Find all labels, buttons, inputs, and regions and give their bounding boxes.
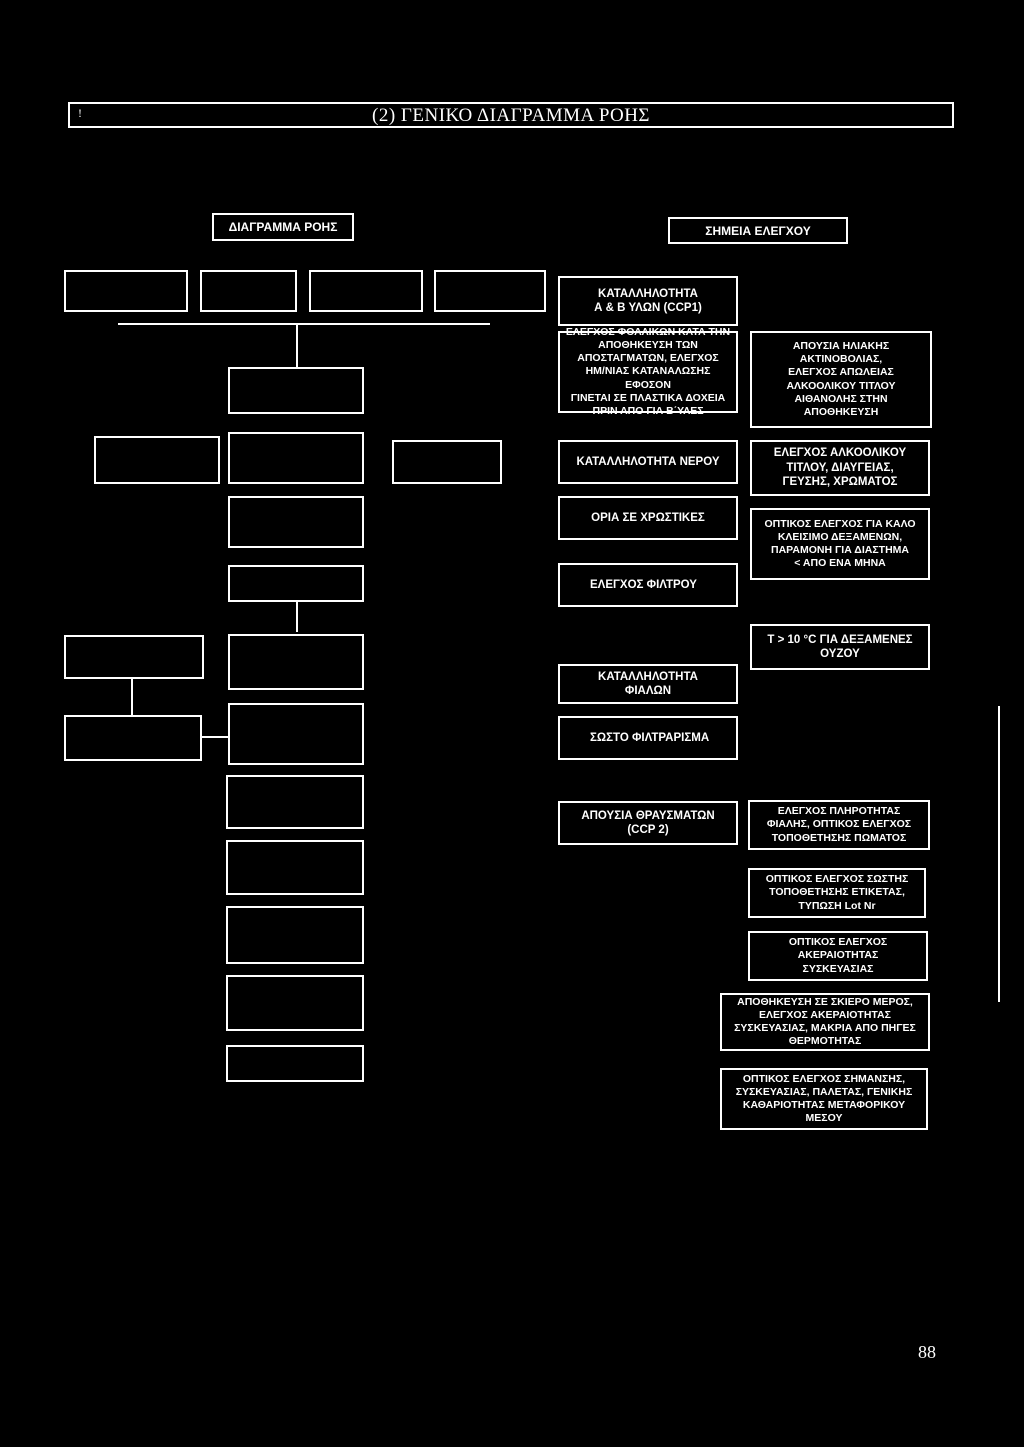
flow-box — [228, 496, 364, 548]
control-point-filtering: ΣΩΣΤΟ ΦΙΛΤΡΑΡΙΣΜΑ — [558, 716, 738, 760]
control-point-bottles: ΚΑΤΑΛΛΗΛΟΤΗΤΑ ΦΙΑΛΩΝ — [558, 664, 738, 704]
connector-line — [296, 602, 298, 632]
flow-box — [200, 270, 297, 312]
control-point-transport: ΟΠΤΙΚΟΣ ΕΛΕΓΧΟΣ ΣΗΜΑΝΣΗΣ, ΣΥΣΚΕΥΑΣΙΑΣ, ΠΑΛΕΤΑΣ, ΓΕΝΙΚΗΣ ΚΑΘΑΡΙΟΤΗΤΑΣ ΜΕΤΑΦΟΡΙΚΟΥ ΜΕΣΟΥ — [720, 1068, 928, 1130]
flow-box — [228, 565, 364, 602]
flow-box — [94, 436, 220, 484]
margin-line — [998, 706, 1000, 1002]
control-point-temperature: Τ > 10 °C ΓΙΑ ΔΕΞΑΜΕΝΕΣ ΟΥΖΟΥ — [750, 624, 930, 670]
control-point-alcohol-title: ΕΛΕΓΧΟΣ ΑΛΚΟΟΛΙΚΟΥ ΤΙΤΛΟΥ, ΔΙΑΥΓΕΙΑΣ, ΓΕΥΣΗΣ, ΧΡΩΜΑΤΟΣ — [750, 440, 930, 496]
control-point-bottle-filling: ΕΛΕΓΧΟΣ ΠΛΗΡΟΤΗΤΑΣ ΦΙΑΛΗΣ, ΟΠΤΙΚΟΣ ΕΛΕΓΧΟΣ ΤΟΠΟΘΕΤΗΣΗΣ ΠΩΜΑΤΟΣ — [748, 800, 930, 850]
page-title: (2) ΓΕΝΙΚΟ ΔΙΑΓΡΑΜΜΑ ΡΟΗΣ — [372, 105, 650, 126]
flow-box — [64, 715, 202, 761]
flow-box — [392, 440, 502, 484]
connector-line — [296, 323, 298, 367]
flow-box — [226, 1045, 364, 1082]
control-point-phthalates: ΕΛΕΓΧΟΣ ΦΘΑΛΙΚΩΝ ΚΑΤΑ ΤΗΝ ΑΠΟΘΗΚΕΥΣΗ ΤΩΝ ΑΠΟΣΤΑΓΜΑΤΩΝ, ΕΛΕΓΧΟΣ ΗΜ/ΝΙΑΣ ΚΑΤΑΝΑΛΩΣΗΣ ΕΦΟΣΟΝ ΓΙΝΕΤΑΙ ΣΕ ΠΛΑΣΤΙΚΑ ΔΟΧΕΙΑ ΠΡΙΝ ΑΠΟ ΓΙΑ Β΄ΥΛΕΣ — [558, 331, 738, 413]
flow-box — [228, 634, 364, 690]
control-points-header: ΣΗΜΕΙΑ ΕΛΕΓΧΟΥ — [668, 217, 848, 244]
title-bar — [68, 102, 954, 128]
flow-box — [228, 432, 364, 484]
flow-box — [64, 635, 204, 679]
control-point-filter: ΕΛΕΓΧΟΣ ΦΙΛΤΡΟΥ — [558, 563, 738, 607]
control-point-water: ΚΑΤΑΛΛΗΛΟΤΗΤΑ ΝΕΡΟΥ — [558, 440, 738, 484]
flow-box — [226, 840, 364, 895]
flow-box — [309, 270, 423, 312]
connector-line — [202, 736, 228, 738]
flow-box — [434, 270, 546, 312]
title-mark: ! — [78, 106, 82, 120]
flow-box — [226, 906, 364, 964]
control-point-ccp1: ΚΑΤΑΛΛΗΛΟΤΗΤΑ Α & Β ΥΛΩΝ (CCP1) — [558, 276, 738, 326]
control-point-packaging-integrity: ΟΠΤΙΚΟΣ ΕΛΕΓΧΟΣ ΑΚΕΡΑΙΟΤΗΤΑΣ ΣΥΣΚΕΥΑΣΙΑΣ — [748, 931, 928, 981]
flow-box — [226, 975, 364, 1031]
flow-box — [226, 775, 364, 829]
flow-box — [64, 270, 188, 312]
control-point-ccp2: ΑΠΟΥΣΙΑ ΘΡΑΥΣΜΑΤΩΝ (CCP 2) — [558, 801, 738, 845]
control-point-tank-sealing: ΟΠΤΙΚΟΣ ΕΛΕΓΧΟΣ ΓΙΑ ΚΑΛΟ ΚΛΕΙΣΙΜΟ ΔΕΞΑΜΕΝΩΝ, ΠΑΡΑΜΟΝΗ ΓΙΑ ΔΙΑΣΤΗΜΑ < ΑΠΟ ΕΝΑ ΜΗΝΑ — [750, 508, 930, 580]
flow-box — [228, 367, 364, 414]
control-point-storage: ΑΠΟΘΗΚΕΥΣΗ ΣΕ ΣΚΙΕΡΟ ΜΕΡΟΣ, ΕΛΕΓΧΟΣ ΑΚΕΡΑΙΟΤΗΤΑΣ ΣΥΣΚΕΥΑΣΙΑΣ, ΜΑΚΡΙΑ ΑΠΟ ΠΗΓΕΣ ΘΕΡΜΟΤΗΤΑΣ — [720, 993, 930, 1051]
connector-line — [131, 679, 133, 715]
flow-diagram-header: ΔΙΑΓΡΑΜΜΑ ΡΟΗΣ — [212, 213, 354, 241]
control-point-labeling: ΟΠΤΙΚΟΣ ΕΛΕΓΧΟΣ ΣΩΣΤΗΣ ΤΟΠΟΘΕΤΗΣΗΣ ΕΤΙΚΕΤΑΣ, ΤΥΠΩΣΗ Lot Nr — [748, 868, 926, 918]
control-point-sunlight: ΑΠΟΥΣΙΑ ΗΛΙΑΚΗΣ ΑΚΤΙΝΟΒΟΛΙΑΣ, ΕΛΕΓΧΟΣ ΑΠΩΛΕΙΑΣ ΑΛΚΟΟΛΙΚΟΥ ΤΙΤΛΟΥ ΑΙΘΑΝΟΛΗΣ ΣΤΗΝ ΑΠΟΘΗΚΕΥΣΗ — [750, 331, 932, 428]
connector-line — [118, 323, 490, 325]
control-point-colorants: ΟΡΙΑ ΣΕ ΧΡΩΣΤΙΚΕΣ — [558, 496, 738, 540]
page-number: 88 — [918, 1342, 936, 1362]
flow-box — [228, 703, 364, 765]
